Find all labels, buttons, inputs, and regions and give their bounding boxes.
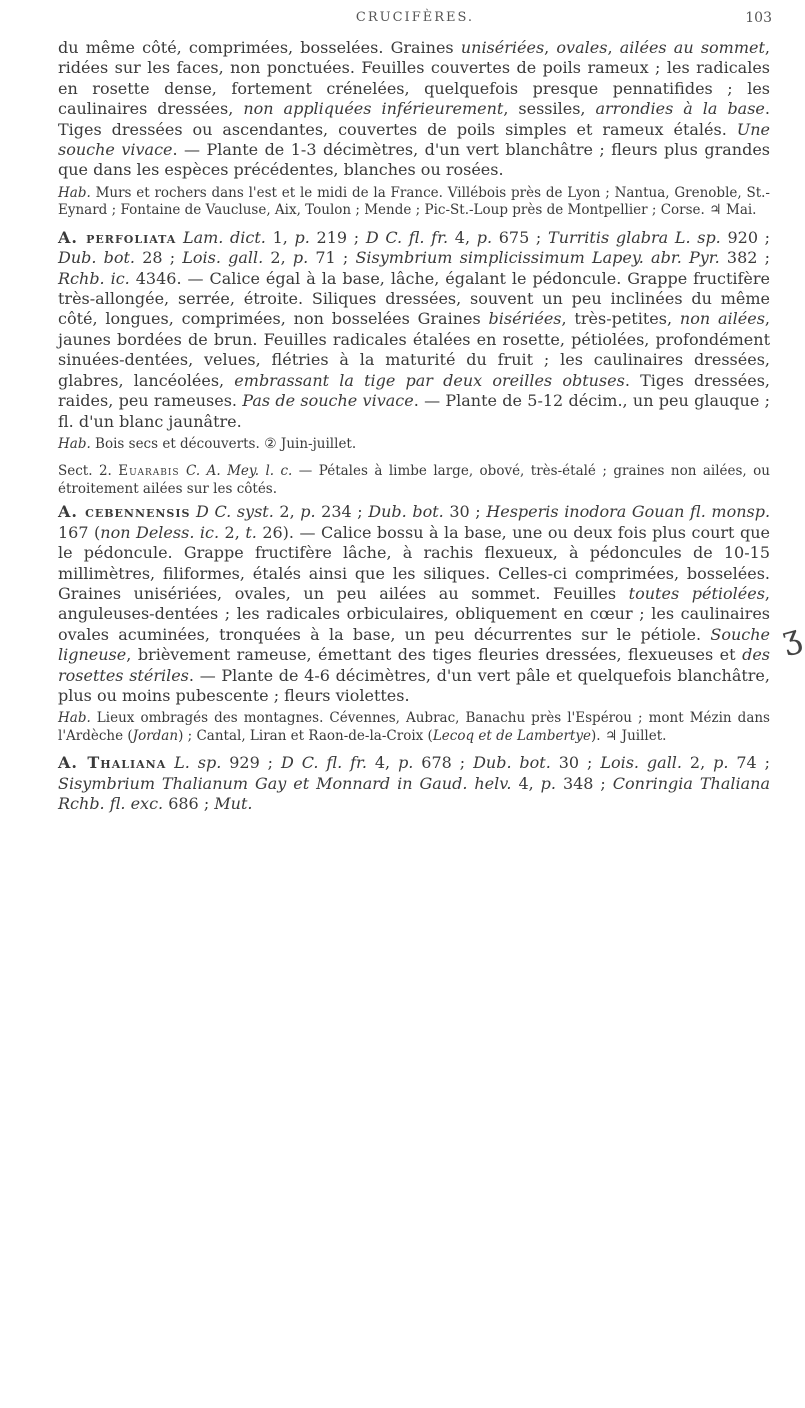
perennial-symbol-icon: ♃: [709, 202, 722, 219]
species-entry-thaliana: A. Thaliana L. sp. 929 ; D C. fl. fr. 4, p. 678 ; Dub. bot. 30 ; Lois. gall. 2, p. 74 ; Sisymbrium Thalianum Gay et Monnard in Gaud. helv. 4, p. 348 ; Conringia Thaliana Rchb. fl. exc. 686 ; Mut.: [58, 753, 771, 814]
species-entry-cebennensis: A. cebennensis D C. syst. 2, p. 234 ; Dub. bot. 30 ; Hesperis inodora Gouan fl. monsp. 167 (non Deless. ic. 2, t. 26). — Calice bossu à la base, une ou deux fois plus court que le pédoncule. Grappe fructifère lâche, à rachis flexueux, à pédoncules de 10-15 millimètres, filiformes, étalés ainsi que les siliques. Celles-ci comprimées, bosselées. Graines unisériées, ovales, un peu ailées au sommet. Feuilles toutes pétiolées, anguleuses-dentées ; les radicales orbiculaires, obliquement en cœur ; les caulinaires ovales acuminées, tronquées à la base, un peu décurrentes sur le pétiole. Souche ligneuse, brièvement rameuse, émettant des tiges fleuries dressées, flexueuses et des rosettes stériles. — Plante de 4-6 décimètres, d'un vert pâle et quelquefois blanchâtre, plus ou moins pubescente ; fleurs violettes.: [58, 502, 771, 706]
paragraph-description-continued: du même côté, comprimées, bosselées. Graines unisériées, ovales, ailées au sommet, ridées sur les faces, non ponctuées. Feuilles couvertes de poils rameux ; les radicales en rosette dense, fortement crénelées, quelquefois presque pennatifides ; les caulinaires dressées, non appliquées inférieurement, sessiles, arrondies à la base. Tiges dressées ou ascendantes, couvertes de poils simples et rameux étalés. Une souche vivace. — Plante de 1-3 décimètres, d'un vert blanchâtre ; fleurs plus grandes que dans les espèces précédentes, blanches ou rosées.: [58, 38, 770, 180]
species-name: Thaliana: [87, 753, 167, 773]
page-number: 103: [745, 10, 772, 26]
main-text: [58, 38, 770, 815]
biennial-symbol-icon: ②: [264, 435, 277, 452]
margin-annotation: ʒ: [777, 616, 805, 658]
running-title: CRUCIFÈRES.: [355, 10, 475, 25]
perennial-symbol-icon: ♃: [604, 727, 618, 744]
species-entry-perfoliata: A. perfoliata Lam. dict. 1, p. 219 ; D C. fl. fr. 4, p. 675 ; Turritis glabra L. sp. 920 ; Dub. bot. 28 ; Lois. gall. 2, p. 71 ; Sisymbrium simplicissimum Lapey. abr. Pyr. 382 ; Rchb. ic. 4346. — Calice égal à la base, lâche, égalant le pédoncule. Grappe fructifère très-allongée, serrée, étroite. Siliques dressées, souvent un peu inclinées du même côté, longues, comprimées, non bosselées Graines bisériées, très-petites, non ailées, jaunes bordées de brun. Feuilles radicales étalées en rosette, pétiolées, profondément sinuées-dentées, velues, flétries à la maturité du fruit ; les caulinaires dressées, glabres, lancéolées, embrassant la tige par deux oreilles obtuses. Tiges dressées, raides, peu rameuses. Pas de souche vivace. — Plante de 5-12 décim., un peu glauque ; fl. d'un blanc jaunâtre.: [58, 227, 771, 431]
habitat-note: Hab. Bois secs et découverts. ② Juin-juillet.: [58, 435, 357, 452]
species-name: cebennensis: [85, 502, 191, 522]
page-header: [58, 10, 772, 32]
species-name: perfoliata: [86, 227, 177, 247]
section-heading: Sect. 2. Euarabis C. A. Mey. l. c. — Pétales à limbe large, obové, très-étalé ; graines non ailées, ou étroitement ailées sur les côtés.: [58, 463, 770, 497]
habitat-note: Hab. Murs et rochers dans l'est et le midi de la France. Villébois près de Lyon ; Nantua, Grenoble, St.-Eynard ; Fontaine de Vaucluse, Aix, Toulon ; Mende ; Pic-St.-Loup près de Montpellier ; Corse. ♃ Mai.: [58, 184, 770, 219]
habitat-note: Hab. Lieux ombragés des montagnes. Cévennes, Aubrac, Banachu près l'Espérou ; mont Mézin dans l'Ardèche (Jordan) ; Cantal, Liran et Raon-de-la-Croix (Lecoq et de Lambertye). ♃ Juillet.: [58, 710, 770, 744]
